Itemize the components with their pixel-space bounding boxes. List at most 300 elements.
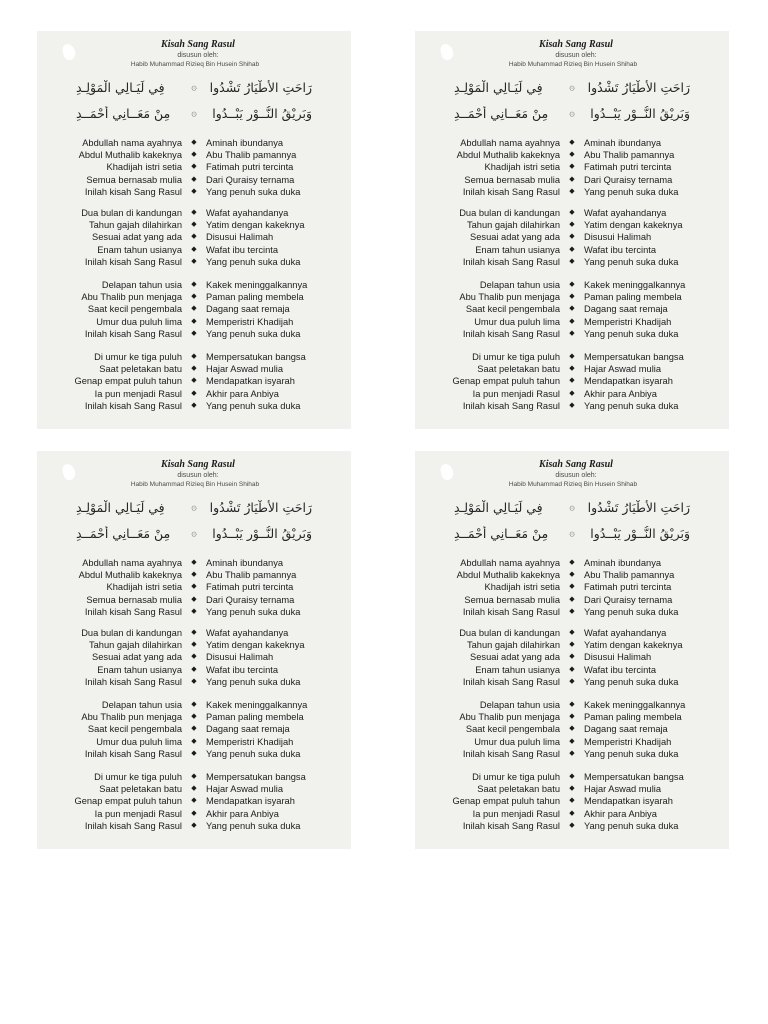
card-subtitle: disusun oleh: [555, 472, 597, 479]
diamond-bullet-icon: ◆ [191, 785, 197, 793]
diamond-bullet-icon: ◆ [191, 257, 197, 265]
arabic-verse-1 [37, 500, 351, 515]
arabic-verse-first-half: رَاحَتِ الأَطْيَارُ تَشْدُوا [587, 80, 690, 95]
lyric-line [415, 279, 729, 291]
stanza-3 [415, 699, 729, 760]
lyric-line-second-half: Memperistri Khadijah [584, 736, 672, 747]
verse-separator-icon: ۞ [191, 502, 197, 513]
lyric-line-first-half: Inilah kisah Sang Rasul [84, 748, 182, 759]
lyric-line [415, 594, 729, 606]
verse-separator-icon: ۞ [191, 82, 197, 93]
lyric-card-3 [37, 451, 351, 849]
lyric-line-first-half: Inilah kisah Sang Rasul [462, 820, 560, 831]
diamond-bullet-icon: ◆ [191, 677, 197, 685]
lyric-line [415, 207, 729, 219]
diamond-bullet-icon: ◆ [191, 607, 197, 615]
lyric-line-second-half: Wafat ayahandanya [206, 628, 289, 638]
lyric-line-second-half: Kakek meninggalkannya [206, 700, 308, 710]
lyric-line-second-half: Dagang saat remaja [584, 724, 668, 735]
diamond-bullet-icon: ◆ [191, 245, 197, 253]
lyric-line [415, 231, 729, 243]
lyric-line-first-half: Genap empat puluh tahun [452, 796, 560, 807]
lyric-line-second-half: Fatimah putri tercinta [584, 582, 672, 593]
lyric-line-second-half: Memperistri Khadijah [206, 316, 294, 327]
lyric-line [415, 569, 729, 581]
lyric-line-first-half: Delapan tahun usia [479, 280, 560, 290]
lyric-line [415, 748, 729, 760]
lyric-line-first-half: Tahun gajah dilahirkan [88, 220, 182, 231]
lyric-line [415, 783, 729, 795]
lyric-line [415, 256, 729, 268]
diamond-bullet-icon: ◆ [569, 749, 575, 757]
lyric-line-second-half: Disusui Halimah [584, 232, 652, 243]
lyric-line-first-half: Saat peletakan batu [477, 784, 560, 795]
lyric-line [415, 316, 729, 328]
diamond-bullet-icon: ◆ [191, 797, 197, 805]
lyric-line-second-half: Kakek meninggalkannya [584, 280, 686, 290]
stanza-1 [37, 557, 351, 618]
lyric-line [37, 161, 351, 173]
diamond-bullet-icon: ◆ [569, 629, 575, 636]
card-header [37, 39, 351, 69]
verse-separator-icon: ۞ [569, 108, 575, 119]
lyric-line-first-half: Abdul Muthalib kakeknya [78, 150, 182, 161]
lyric-line-second-half: Yang penuh suka duka [206, 748, 301, 759]
lyric-line [415, 795, 729, 807]
card-author: Habib Muhammad Rizieq Bin Husein Shihab [130, 61, 260, 68]
lyric-line [37, 771, 351, 783]
lyric-line-second-half: Abu Thalib pamannya [206, 150, 297, 161]
lyric-line-first-half: Saat kecil pengembala [465, 724, 560, 735]
lyric-line-second-half: Yatim dengan kakeknya [206, 220, 305, 231]
lyric-line-second-half: Mendapatkan isyarah [206, 376, 295, 387]
lyric-line-first-half: Inilah kisah Sang Rasul [84, 606, 182, 617]
lyric-line-second-half: Disusui Halimah [206, 232, 274, 243]
diamond-bullet-icon: ◆ [569, 353, 575, 360]
lyric-line-first-half: Enam tahun usianya [97, 244, 182, 255]
lyric-line-second-half: Wafat ayahandanya [584, 628, 667, 638]
stanza-3 [37, 699, 351, 760]
lyric-line-second-half: Wafat ayahandanya [584, 208, 667, 218]
diamond-bullet-icon: ◆ [569, 665, 575, 673]
card-author: Habib Muhammad Rizieq Bin Husein Shihab [508, 481, 638, 488]
diamond-bullet-icon: ◆ [569, 401, 575, 409]
lyric-line [37, 748, 351, 760]
lyric-card-2 [415, 31, 729, 429]
lyric-line [415, 820, 729, 832]
diamond-bullet-icon: ◆ [569, 821, 575, 829]
lyric-line-second-half: Yang penuh suka duka [584, 606, 679, 617]
lyric-line-second-half: Fatimah putri tercinta [206, 582, 294, 593]
lyric-line [37, 795, 351, 807]
diamond-bullet-icon: ◆ [569, 583, 575, 591]
arabic-verse-first-half: وَبَرِيْقُ النُّــوْرِ يَبْــدُوا [590, 526, 690, 541]
lyric-line [415, 149, 729, 161]
lyric-line-first-half: Inilah kisah Sang Rasul [84, 256, 182, 267]
lyric-line-second-half: Dari Quraisy ternama [584, 174, 673, 185]
diamond-bullet-icon: ◆ [191, 571, 197, 579]
stanza-3 [37, 279, 351, 340]
lyric-line-second-half: Aminah ibundanya [584, 138, 662, 148]
lyric-line-first-half: Umur dua puluh lima [96, 316, 182, 327]
lyric-line-second-half: Abu Thalib pamannya [584, 150, 675, 161]
lyric-line-second-half: Paman paling membela [584, 292, 682, 303]
lyric-line [415, 711, 729, 723]
lyric-line-second-half: Kakek meninggalkannya [584, 700, 686, 710]
diamond-bullet-icon: ◆ [191, 821, 197, 829]
lyric-line-second-half: Yang penuh suka duka [206, 606, 301, 617]
lyric-line-second-half: Yang penuh suka duka [584, 820, 679, 831]
lyric-line-second-half: Wafat ibu tercinta [206, 664, 278, 675]
lyric-line-second-half: Mempersatukan bangsa [584, 772, 684, 782]
card-title: Kisah Sang Rasul [539, 39, 613, 50]
lyric-line [415, 627, 729, 639]
lyric-line-first-half: Semua bernasab mulia [86, 594, 182, 605]
diamond-bullet-icon: ◆ [191, 595, 197, 603]
lyric-line-first-half: Inilah kisah Sang Rasul [462, 748, 560, 759]
lyric-line-second-half: Aminah ibundanya [206, 558, 284, 568]
lyric-line [415, 186, 729, 198]
lyric-line-second-half: Yang penuh suka duka [584, 328, 679, 339]
lyric-line [37, 594, 351, 606]
lyric-line-second-half: Paman paling membela [206, 292, 304, 303]
stanza-1 [415, 557, 729, 618]
diamond-bullet-icon: ◆ [191, 293, 197, 301]
lyric-line-second-half: Disusui Halimah [584, 652, 652, 663]
lyric-line-second-half: Wafat ayahandanya [206, 208, 289, 218]
lyric-line-second-half: Yang penuh suka duka [584, 256, 679, 267]
card-subtitle: disusun oleh: [555, 52, 597, 59]
diamond-bullet-icon: ◆ [191, 187, 197, 195]
lyric-line-first-half: Ia pun menjadi Rasul [94, 808, 182, 819]
lyric-line-first-half: Genap empat puluh tahun [74, 376, 182, 387]
lyric-line-first-half: Ia pun menjadi Rasul [94, 388, 182, 399]
lyric-line-first-half: Semua bernasab mulia [464, 594, 560, 605]
card-title: Kisah Sang Rasul [539, 459, 613, 470]
lyric-line-second-half: Aminah ibundanya [584, 558, 662, 568]
lyric-line-second-half: Aminah ibundanya [206, 138, 284, 148]
arabic-verse-second-half: مِنْ مَعَــانِي أَحْمَــدِ [76, 106, 171, 121]
diamond-bullet-icon: ◆ [569, 233, 575, 241]
lyric-line [37, 137, 351, 149]
lyric-line-first-half: Abdul Muthalib kakeknya [456, 570, 560, 581]
verse-separator-icon: ۞ [191, 108, 197, 119]
lyric-line-second-half: Wafat ibu tercinta [206, 244, 278, 255]
lyric-line [415, 606, 729, 618]
lyric-line [415, 375, 729, 387]
lyric-line-first-half: Sesuai adat yang ada [92, 232, 182, 243]
lyric-line-first-half: Ia pun menjadi Rasul [472, 388, 560, 399]
card-subtitle: disusun oleh: [177, 472, 219, 479]
arabic-verse-first-half: رَاحَتِ الأَطْيَارُ تَشْدُوا [587, 500, 690, 515]
card-subtitle: disusun oleh: [177, 52, 219, 59]
lyric-line-first-half: Abdullah nama ayahnya [460, 138, 560, 148]
lyric-line-first-half: Tahun gajah dilahirkan [466, 640, 560, 651]
lyric-line [37, 231, 351, 243]
diamond-bullet-icon: ◆ [569, 139, 575, 146]
diamond-bullet-icon: ◆ [569, 713, 575, 721]
lyric-line [37, 219, 351, 231]
lyric-line-first-half: Sesuai adat yang ada [92, 652, 182, 663]
diamond-bullet-icon: ◆ [191, 583, 197, 591]
lyric-line [415, 651, 729, 663]
lyric-line-first-half: Di umur ke tiga puluh [94, 352, 182, 362]
diamond-bullet-icon: ◆ [569, 559, 575, 566]
lyric-line-second-half: Yang penuh suka duka [206, 676, 301, 687]
lyric-line [37, 207, 351, 219]
lyric-line-second-half: Dagang saat remaja [206, 724, 290, 735]
lyric-line-second-half: Hajar Aswad mulia [584, 364, 661, 375]
diamond-bullet-icon: ◆ [569, 317, 575, 325]
stanza-1 [415, 137, 729, 198]
lyric-line-first-half: Di umur ke tiga puluh [472, 772, 560, 782]
arabic-verse-second-half: مِنْ مَعَــانِي أَحْمَــدِ [454, 526, 549, 541]
lyric-line-second-half: Akhir para Anbiya [584, 388, 657, 399]
stanza-2 [415, 627, 729, 688]
lyric-line-second-half: Wafat ibu tercinta [584, 244, 656, 255]
diamond-bullet-icon: ◆ [569, 725, 575, 733]
diamond-bullet-icon: ◆ [569, 607, 575, 615]
lyric-line-second-half: Paman paling membela [584, 712, 682, 723]
arabic-verse-first-half: وَبَرِيْقُ النُّــوْرِ يَبْــدُوا [212, 106, 312, 121]
lyric-line-second-half: Yang penuh suka duka [206, 400, 301, 411]
diamond-bullet-icon: ◆ [569, 305, 575, 313]
lyric-line [37, 351, 351, 363]
stanza-3 [415, 279, 729, 340]
verse-separator-icon: ۞ [191, 528, 197, 539]
diamond-bullet-icon: ◆ [569, 329, 575, 337]
lyric-line [37, 808, 351, 820]
lyric-line-first-half: Inilah kisah Sang Rasul [462, 328, 560, 339]
lyric-line [37, 244, 351, 256]
lyric-line-first-half: Khadijah istri setia [484, 162, 560, 173]
lyric-line-first-half: Saat kecil pengembala [465, 304, 560, 315]
diamond-bullet-icon: ◆ [191, 701, 197, 708]
diamond-bullet-icon: ◆ [569, 797, 575, 805]
lyric-line [37, 149, 351, 161]
lyric-line [415, 328, 729, 340]
diamond-bullet-icon: ◆ [191, 713, 197, 721]
lyric-line [37, 581, 351, 593]
lyric-line-second-half: Dagang saat remaja [206, 304, 290, 315]
diamond-bullet-icon: ◆ [569, 785, 575, 793]
diamond-bullet-icon: ◆ [569, 701, 575, 708]
arabic-verse-2 [37, 106, 351, 121]
diamond-bullet-icon: ◆ [569, 281, 575, 288]
lyric-line-second-half: Abu Thalib pamannya [206, 570, 297, 581]
lyric-line [415, 388, 729, 400]
diamond-bullet-icon: ◆ [569, 641, 575, 649]
arabic-verse-second-half: فِي لَيَـالِي الْمَوْلِـدِ [76, 80, 165, 95]
lyric-line [37, 723, 351, 735]
lyric-line [37, 711, 351, 723]
lyric-line [37, 557, 351, 569]
lyric-line [37, 627, 351, 639]
arabic-verse-second-half: فِي لَيَـالِي الْمَوْلِـدِ [454, 500, 543, 515]
arabic-verse-1 [37, 80, 351, 95]
lyric-line-second-half: Fatimah putri tercinta [206, 162, 294, 173]
verse-separator-icon: ۞ [569, 82, 575, 93]
lyric-line [415, 557, 729, 569]
lyric-line-first-half: Delapan tahun usia [479, 700, 560, 710]
lyric-line-second-half: Memperistri Khadijah [584, 316, 672, 327]
lyric-line-first-half: Sesuai adat yang ada [470, 232, 560, 243]
lyric-line-first-half: Delapan tahun usia [101, 700, 182, 710]
diamond-bullet-icon: ◆ [191, 749, 197, 757]
lyric-line [415, 303, 729, 315]
diamond-bullet-icon: ◆ [191, 221, 197, 229]
lyric-line-first-half: Abdullah nama ayahnya [82, 558, 182, 568]
lyric-line-first-half: Saat kecil pengembala [87, 724, 182, 735]
stanza-4 [415, 351, 729, 412]
lyric-line-second-half: Memperistri Khadijah [206, 736, 294, 747]
diamond-bullet-icon: ◆ [191, 151, 197, 159]
lyric-line-second-half: Dari Quraisy ternama [584, 594, 673, 605]
lyric-line [37, 783, 351, 795]
lyric-line-first-half: Semua bernasab mulia [464, 174, 560, 185]
lyric-line-second-half: Yang penuh suka duka [584, 676, 679, 687]
diamond-bullet-icon: ◆ [191, 305, 197, 313]
lyric-line-first-half: Delapan tahun usia [101, 280, 182, 290]
diamond-bullet-icon: ◆ [569, 209, 575, 216]
diamond-bullet-icon: ◆ [191, 809, 197, 817]
lyric-line-first-half: Umur dua puluh lima [474, 316, 560, 327]
lyric-line [37, 363, 351, 375]
lyric-line-second-half: Mempersatukan bangsa [584, 352, 684, 362]
lyric-line-second-half: Dari Quraisy ternama [206, 174, 295, 185]
lyric-line-second-half: Akhir para Anbiya [206, 808, 279, 819]
lyric-line-first-half: Di umur ke tiga puluh [94, 772, 182, 782]
lyric-line-first-half: Di umur ke tiga puluh [472, 352, 560, 362]
lyric-line-first-half: Khadijah istri setia [484, 582, 560, 593]
lyric-line-first-half: Ia pun menjadi Rasul [472, 808, 560, 819]
lyric-line [37, 375, 351, 387]
lyric-line-second-half: Akhir para Anbiya [584, 808, 657, 819]
lyric-line [37, 303, 351, 315]
diamond-bullet-icon: ◆ [191, 773, 197, 780]
lyric-line-first-half: Dua bulan di kandungan [459, 628, 560, 638]
lyric-line [37, 606, 351, 618]
lyric-line-first-half: Abu Thalib pun menjaga [81, 292, 182, 303]
verse-separator-icon: ۞ [569, 502, 575, 513]
lyric-line-first-half: Dua bulan di kandungan [81, 208, 182, 218]
lyric-line-first-half: Enam tahun usianya [475, 244, 560, 255]
diamond-bullet-icon: ◆ [569, 293, 575, 301]
lyric-line-second-half: Abu Thalib pamannya [584, 570, 675, 581]
diamond-bullet-icon: ◆ [191, 629, 197, 636]
lyric-line [415, 581, 729, 593]
stanza-4 [415, 771, 729, 832]
lyric-line-first-half: Inilah kisah Sang Rasul [84, 186, 182, 197]
diamond-bullet-icon: ◆ [191, 559, 197, 566]
lyric-line-second-half: Dagang saat remaja [584, 304, 668, 315]
diamond-bullet-icon: ◆ [569, 571, 575, 579]
lyric-line-second-half: Mendapatkan isyarah [584, 376, 673, 387]
diamond-bullet-icon: ◆ [191, 653, 197, 661]
arabic-verse-2 [415, 526, 729, 541]
verse-separator-icon: ۞ [569, 528, 575, 539]
diamond-bullet-icon: ◆ [569, 163, 575, 171]
card-header [415, 39, 729, 69]
lyric-line-second-half: Hajar Aswad mulia [206, 364, 283, 375]
lyric-line [37, 569, 351, 581]
lyric-line-first-half: Tahun gajah dilahirkan [88, 640, 182, 651]
stanza-2 [415, 207, 729, 268]
arabic-verse-second-half: مِنْ مَعَــانِي أَحْمَــدِ [76, 526, 171, 541]
lyric-line-first-half: Khadijah istri setia [106, 582, 182, 593]
lyric-line-second-half: Yang penuh suka duka [206, 186, 301, 197]
card-author: Habib Muhammad Rizieq Bin Husein Shihab [508, 61, 638, 68]
lyric-line-second-half: Mendapatkan isyarah [206, 796, 295, 807]
arabic-verse-1 [415, 500, 729, 515]
lyric-line-first-half: Inilah kisah Sang Rasul [84, 400, 182, 411]
diamond-bullet-icon: ◆ [191, 163, 197, 171]
lyric-line-first-half: Abu Thalib pun menjaga [459, 712, 560, 723]
lyric-line-second-half: Kakek meninggalkannya [206, 280, 308, 290]
lyric-line-first-half: Genap empat puluh tahun [74, 796, 182, 807]
lyric-line [415, 771, 729, 783]
lyric-line-first-half: Abdullah nama ayahnya [460, 558, 560, 568]
lyric-line-second-half: Mempersatukan bangsa [206, 352, 306, 362]
lyric-line-first-half: Abdul Muthalib kakeknya [456, 150, 560, 161]
diamond-bullet-icon: ◆ [569, 245, 575, 253]
lyric-line-first-half: Genap empat puluh tahun [452, 376, 560, 387]
stanza-2 [37, 627, 351, 688]
diamond-bullet-icon: ◆ [191, 353, 197, 360]
lyric-line-first-half: Semua bernasab mulia [86, 174, 182, 185]
lyric-line [37, 400, 351, 412]
stanza-1 [37, 137, 351, 198]
lyric-line-first-half: Abdullah nama ayahnya [82, 138, 182, 148]
lyric-line-first-half: Umur dua puluh lima [474, 736, 560, 747]
lyric-line-second-half: Yang penuh suka duka [584, 748, 679, 759]
lyric-line [415, 736, 729, 748]
diamond-bullet-icon: ◆ [569, 365, 575, 373]
diamond-bullet-icon: ◆ [569, 677, 575, 685]
diamond-bullet-icon: ◆ [569, 809, 575, 817]
lyric-line-second-half: Mempersatukan bangsa [206, 772, 306, 782]
lyric-line-first-half: Saat peletakan batu [99, 784, 182, 795]
lyric-line [37, 256, 351, 268]
arabic-verse-first-half: وَبَرِيْقُ النُّــوْرِ يَبْــدُوا [590, 106, 690, 121]
lyric-line [37, 174, 351, 186]
lyric-line [37, 316, 351, 328]
card-author: Habib Muhammad Rizieq Bin Husein Shihab [130, 481, 260, 488]
lyric-line [37, 676, 351, 688]
lyric-line [415, 400, 729, 412]
lyric-line [415, 161, 729, 173]
lyric-line [37, 388, 351, 400]
lyric-line [37, 279, 351, 291]
diamond-bullet-icon: ◆ [569, 737, 575, 745]
lyric-line-first-half: Abdul Muthalib kakeknya [78, 570, 182, 581]
arabic-verse-first-half: رَاحَتِ الأَطْيَارُ تَشْدُوا [209, 500, 312, 515]
lyric-line-second-half: Yatim dengan kakeknya [206, 640, 305, 651]
lyric-line-first-half: Dua bulan di kandungan [459, 208, 560, 218]
lyric-line-second-half: Dari Quraisy ternama [206, 594, 295, 605]
diamond-bullet-icon: ◆ [191, 209, 197, 216]
lyric-line-first-half: Saat peletakan batu [477, 364, 560, 375]
card-title: Kisah Sang Rasul [161, 39, 235, 50]
lyric-line-second-half: Akhir para Anbiya [206, 388, 279, 399]
lyric-line-second-half: Yatim dengan kakeknya [584, 640, 683, 651]
lyric-line [415, 174, 729, 186]
diamond-bullet-icon: ◆ [191, 139, 197, 146]
lyric-line-first-half: Dua bulan di kandungan [81, 628, 182, 638]
lyric-line [37, 664, 351, 676]
lyric-line [37, 639, 351, 651]
arabic-verse-2 [415, 106, 729, 121]
